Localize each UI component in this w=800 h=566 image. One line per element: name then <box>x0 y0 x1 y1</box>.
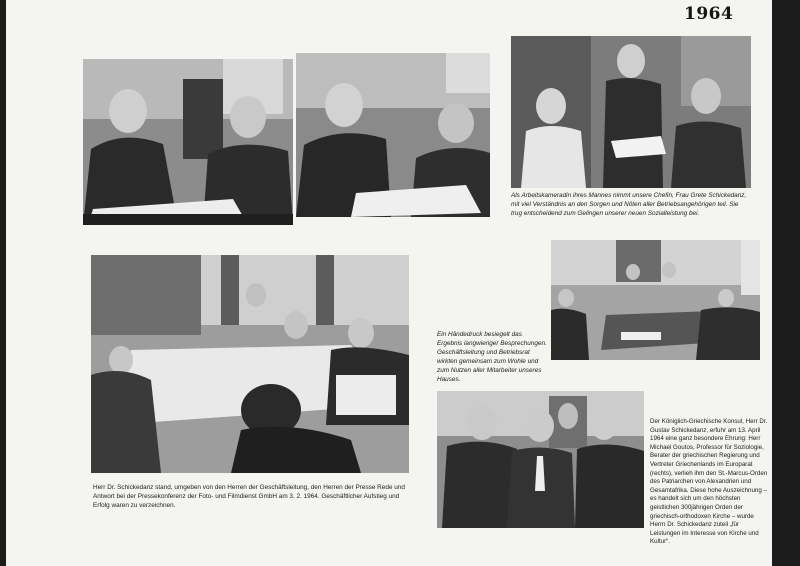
photo-signing-left <box>83 59 293 225</box>
photo-handshake-meeting <box>551 240 760 360</box>
photo-press-conference <box>91 255 409 473</box>
page-year: 1964 <box>684 4 734 24</box>
photo-greek-honour <box>437 391 644 528</box>
caption-arbeitskameradin: Als Arbeitskameradin ihres Mannes nimmt unsere Chefin, Frau Grete Schickedanz, mit viel Verständnis an den Sorgen und Nöten aller Betriebsangehörigen teil. Sie trug entscheidend zum Gelingen unserer neuen Sozialleistung bei. <box>511 192 747 217</box>
photo-signing-right <box>296 53 490 217</box>
caption-haendedruck: Ein Händedruck besiegelt das Ergebnis langwieriger Besprechungen. Geschäftsleitung und Betriebsrat wirkten gemeinsam zum Wohle und zum Nutzen aller Mitarbeiter unseres Hauses. <box>437 331 547 383</box>
caption-konsul: Der Königlich-Griechische Konsul, Herr Dr. Gustav Schickedanz, erfuhr am 13. April 1964 eine ganz besondere Ehrung: Herr Michael Goutos, Professor für Soziologie, Berater der griechischen Regierung und Vertreter Griechenlands im Europarat (rechts), verlieh ihm den St.-Marcus-Orden des Patriarchen von Alexandrien und Gesamtafrika. Diese hohe Auszeichnung – es handelt sich um den höchsten geistlichen 300jährigen Orden der griechisch-orthodoxen Kirche – wurde Herrn Dr. Schickedanz zuteil „für Leistungen im Interesse von Kirche und Kultur“. <box>650 418 768 546</box>
photo-frau-schickedanz <box>511 36 751 188</box>
album-page <box>6 0 772 566</box>
caption-pressekonferenz: Herr Dr. Schickedanz stand, umgeben von den Herren der Geschäftsleitung, den Herren der Presse Rede und Antwort bei der Pressekonferenz der Foto- und Filmdienst GmbH am 3. 2. 1964. Geschäftlicher Aufstieg und Erfolg waren zu verzeichnen. <box>93 484 405 509</box>
